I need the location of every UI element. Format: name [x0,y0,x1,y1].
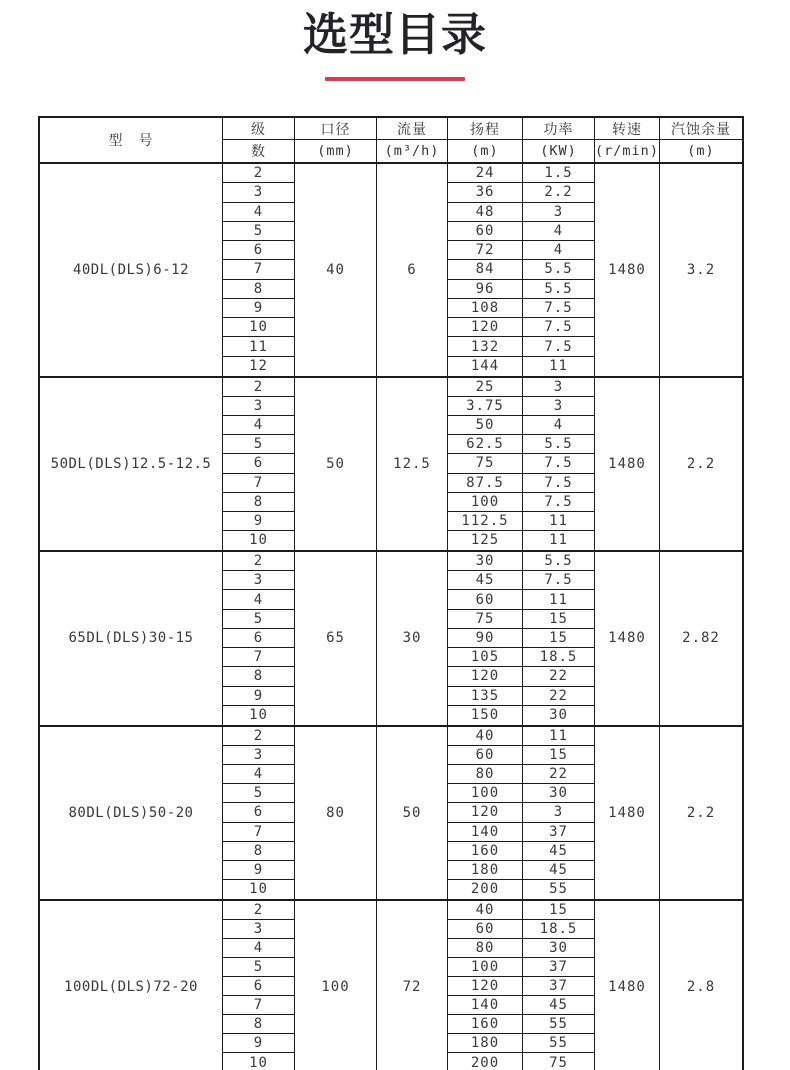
power-value: 11 [523,727,595,746]
model-name: 50DL(DLS)12.5-12.5 [40,378,223,550]
head-value: 180 [448,861,523,880]
head-value: 112.5 [448,512,523,531]
header-speed: 转速 [595,118,660,140]
head-value: 150 [448,706,523,725]
head-value: 75 [448,454,523,473]
stage-value: 9 [223,861,295,880]
power-value: 5.5 [523,435,595,454]
power-value: 15 [523,629,595,648]
stage-value: 8 [223,1015,295,1034]
power-value: 7.5 [523,571,595,590]
stage-value: 8 [223,667,295,686]
stage-value: 12 [223,357,295,376]
power-value: 18.5 [523,920,595,939]
stage-value: 7 [223,260,295,279]
stage-value: 9 [223,512,295,531]
speed-value: 1480 [595,164,660,376]
header-speed-unit: (r/min) [595,140,660,162]
power-value: 7.5 [523,474,595,493]
table-header [40,118,742,164]
power-value: 7.5 [523,318,595,337]
power-value: 4 [523,222,595,241]
speed-value: 1480 [595,727,660,899]
table-sections [40,164,742,1070]
header-flow: 流量 [377,118,448,140]
power-value: 5.5 [523,552,595,571]
power-value: 45 [523,842,595,861]
stage-value: 10 [223,706,295,725]
catalog-page [0,8,790,1070]
stage-value: 7 [223,823,295,842]
stage-value: 4 [223,590,295,609]
stage-value: 8 [223,280,295,299]
stage-value: 5 [223,435,295,454]
head-value: 120 [448,318,523,337]
flow-value: 30 [377,552,448,725]
stage-value: 4 [223,939,295,958]
power-value: 15 [523,901,595,920]
diameter-value: 100 [295,901,377,1070]
power-value: 37 [523,977,595,996]
stage-value: 11 [223,337,295,356]
header-power-unit: (KW) [523,140,595,162]
header-head: 扬程 [448,118,523,140]
header-stages-unit: 数 [223,140,295,162]
stage-value: 3 [223,183,295,202]
head-value: 180 [448,1034,523,1053]
power-value: 4 [523,416,595,435]
stage-value: 10 [223,318,295,337]
head-value: 120 [448,977,523,996]
stage-value: 5 [223,610,295,629]
flow-value: 50 [377,727,448,899]
diameter-value: 65 [295,552,377,725]
power-value: 55 [523,1015,595,1034]
head-value: 100 [448,784,523,803]
speed-value: 1480 [595,901,660,1070]
head-value: 48 [448,203,523,222]
model-section [40,727,742,901]
head-value: 160 [448,1015,523,1034]
header-diameter: 口径 [295,118,377,140]
header-power: 功率 [523,118,595,140]
npsh-value: 2.2 [686,455,716,472]
power-value: 30 [523,939,595,958]
header-npsh-unit: (m) [687,143,715,159]
stage-value: 4 [223,416,295,435]
stage-value: 6 [223,454,295,473]
speed-value: 1480 [595,378,660,550]
head-value: 60 [448,920,523,939]
stage-value: 2 [223,164,295,183]
diameter-value: 80 [295,727,377,899]
head-value: 60 [448,222,523,241]
diameter-value: 40 [295,164,377,376]
stage-value: 8 [223,493,295,512]
stage-value: 2 [223,378,295,397]
head-value: 100 [448,958,523,977]
stage-value: 3 [223,746,295,765]
power-value: 15 [523,746,595,765]
power-value: 4 [523,241,595,260]
head-value: 3.75 [448,397,523,416]
power-value: 11 [523,357,595,376]
head-value: 80 [448,939,523,958]
power-value: 7.5 [523,299,595,318]
model-section [40,901,742,1070]
head-value: 200 [448,1053,523,1070]
flow-value: 6 [377,164,448,376]
selection-table [38,116,744,1070]
head-value: 60 [448,746,523,765]
stage-value: 5 [223,784,295,803]
power-value: 1.5 [523,164,595,183]
head-value: 80 [448,765,523,784]
header-model: 型 号 [40,118,223,162]
stage-value: 2 [223,552,295,571]
head-value: 125 [448,531,523,550]
stage-value: 7 [223,996,295,1015]
power-value: 22 [523,667,595,686]
stage-value: 6 [223,241,295,260]
stage-value: 4 [223,203,295,222]
power-value: 3 [523,378,595,397]
head-value: 75 [448,610,523,629]
head-value: 140 [448,823,523,842]
model-section [40,164,742,378]
stage-value: 10 [223,880,295,899]
stage-value: 3 [223,397,295,416]
power-value: 3 [523,803,595,822]
stage-value: 10 [223,531,295,550]
stage-value: 4 [223,765,295,784]
power-value: 55 [523,880,595,899]
flow-value: 12.5 [377,378,448,550]
page-title: 选型目录 [302,8,487,61]
head-value: 120 [448,803,523,822]
stage-value: 9 [223,1034,295,1053]
power-value: 15 [523,610,595,629]
head-value: 25 [448,378,523,397]
head-value: 62.5 [448,435,523,454]
stage-value: 5 [223,958,295,977]
power-value: 37 [523,958,595,977]
model-name: 40DL(DLS)6-12 [40,164,223,376]
power-value: 55 [523,1034,595,1053]
diameter-value: 50 [295,378,377,550]
power-value: 22 [523,765,595,784]
power-value: 7.5 [523,493,595,512]
power-value: 11 [523,512,595,531]
header-diameter-unit: (mm) [295,140,377,162]
stage-value: 7 [223,474,295,493]
head-value: 72 [448,241,523,260]
power-value: 3 [523,397,595,416]
header-head-unit: (m) [448,140,523,162]
model-name: 65DL(DLS)30-15 [40,552,223,725]
head-value: 135 [448,687,523,706]
power-value: 11 [523,590,595,609]
head-value: 120 [448,667,523,686]
power-value: 7.5 [523,337,595,356]
power-value: 2.2 [523,183,595,202]
head-value: 105 [448,648,523,667]
stage-value: 3 [223,920,295,939]
power-value: 7.5 [523,454,595,473]
stage-value: 6 [223,629,295,648]
stage-value: 10 [223,1053,295,1070]
head-value: 30 [448,552,523,571]
header-flow-unit: (m³/h) [377,140,448,162]
power-value: 11 [523,531,595,550]
head-value: 132 [448,337,523,356]
power-value: 5.5 [523,260,595,279]
head-value: 96 [448,280,523,299]
model-name: 100DL(DLS)72-20 [40,901,223,1070]
header-npsh: 汽蚀余量 [660,118,742,140]
stage-value: 8 [223,842,295,861]
head-value: 87.5 [448,474,523,493]
stage-value: 7 [223,648,295,667]
model-section [40,378,742,552]
power-value: 45 [523,861,595,880]
power-value: 30 [523,706,595,725]
stage-value: 5 [223,222,295,241]
head-value: 84 [448,260,523,279]
head-value: 60 [448,590,523,609]
head-value: 160 [448,842,523,861]
title-underline [325,77,465,81]
head-value: 140 [448,996,523,1015]
power-value: 45 [523,996,595,1015]
head-value: 100 [448,493,523,512]
head-value: 50 [448,416,523,435]
stage-value: 2 [223,901,295,920]
npsh-value: 2.8 [686,978,716,995]
power-value: 75 [523,1053,595,1070]
head-value: 24 [448,164,523,183]
npsh-value: 2.82 [682,630,720,647]
stage-value: 6 [223,803,295,822]
head-value: 45 [448,571,523,590]
head-value: 200 [448,880,523,899]
head-value: 40 [448,901,523,920]
head-value: 108 [448,299,523,318]
model-section [40,552,742,727]
stage-value: 2 [223,727,295,746]
flow-value: 72 [377,901,448,1070]
head-value: 90 [448,629,523,648]
power-value: 5.5 [523,280,595,299]
model-name: 80DL(DLS)50-20 [40,727,223,899]
stage-value: 9 [223,299,295,318]
power-value: 37 [523,823,595,842]
speed-value: 1480 [595,552,660,725]
power-value: 3 [523,203,595,222]
stage-value: 6 [223,977,295,996]
power-value: 22 [523,687,595,706]
stage-value: 9 [223,687,295,706]
header-stages: 级 [223,118,295,140]
head-value: 144 [448,357,523,376]
power-value: 18.5 [523,648,595,667]
npsh-value: 3.2 [686,262,716,278]
head-value: 40 [448,727,523,746]
power-value: 30 [523,784,595,803]
stage-value: 3 [223,571,295,590]
npsh-value: 2.2 [686,804,716,821]
head-value: 36 [448,183,523,202]
